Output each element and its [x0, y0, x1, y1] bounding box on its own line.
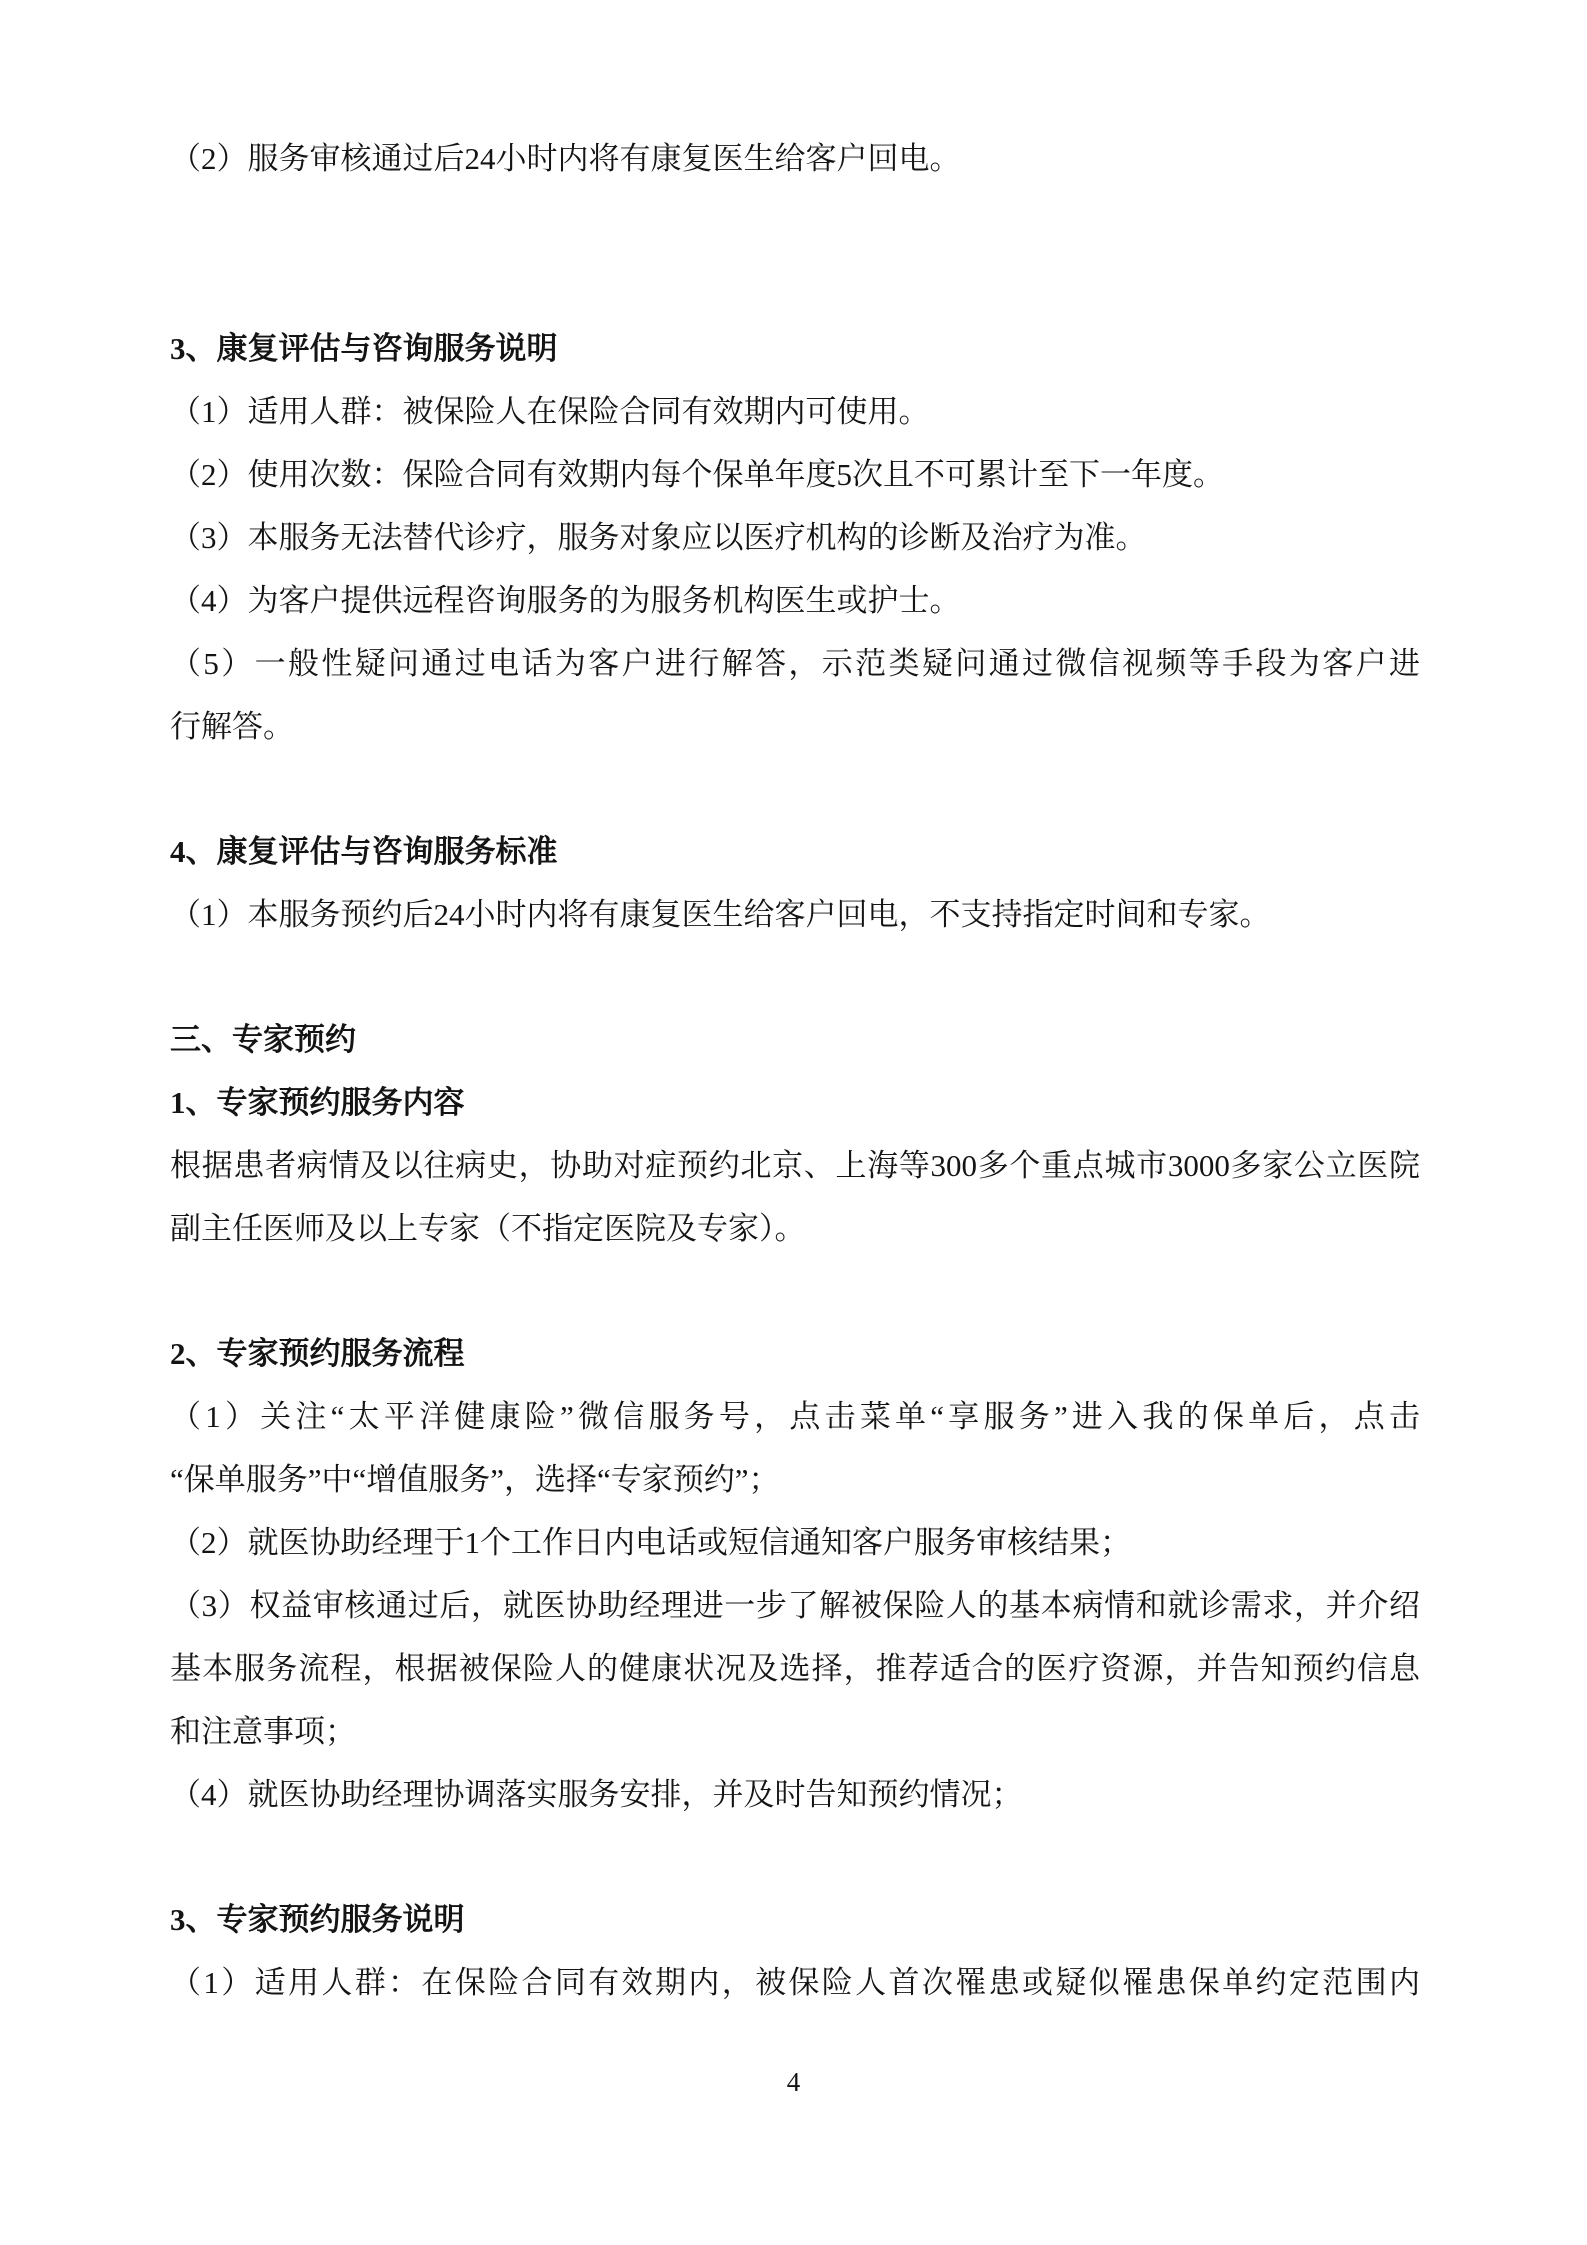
- paragraph-line: （3）权益审核通过后，就医协助经理进一步了解被保险人的基本病情和就诊需求，并介绍: [170, 1588, 1420, 1623]
- section-heading: 3、专家预约服务说明: [170, 1902, 465, 1937]
- paragraph-line: “保单服务”中“增值服务”，选择“专家预约”；: [170, 1462, 780, 1497]
- paragraph-line: 根据患者病情及以往病史，协助对症预约北京、上海等300多个重点城市3000多家公立医院: [170, 1148, 1420, 1183]
- paragraph-line: 副主任医师及以上专家（不指定医院及专家）。: [170, 1211, 806, 1246]
- section-heading: 三、专家预约: [170, 1022, 356, 1057]
- paragraph-line: （5）一般性疑问通过电话为客户进行解答，示范类疑问通过微信视频等手段为客户进: [170, 646, 1420, 681]
- paragraph-line: （1）适用人群：在保险合同有效期内，被保险人首次罹患或疑似罹患保单约定范围内: [170, 1965, 1420, 2000]
- paragraph-line: 和注意事项；: [170, 1714, 356, 1749]
- document-body: [170, 127, 1420, 2014]
- section-heading: 2、专家预约服务流程: [170, 1336, 465, 1371]
- paragraph-line: 行解答。: [170, 709, 294, 744]
- section-heading: 1、专家预约服务内容: [170, 1085, 465, 1120]
- paragraph-line: （4）就医协助经理协调落实服务安排，并及时告知预约情况；: [170, 1777, 1023, 1812]
- paragraph-line: （2）服务审核通过后24小时内将有康复医生给客户回电。: [170, 141, 961, 176]
- section-heading: 4、康复评估与咨询服务标准: [170, 834, 558, 869]
- paragraph-line: （1）本服务预约后24小时内将有康复医生给客户回电，不支持指定时间和专家。: [170, 897, 1271, 932]
- section-heading: 3、康复评估与咨询服务说明: [170, 331, 558, 366]
- paragraph-line: 基本服务流程，根据被保险人的健康状况及选择，推荐适合的医疗资源，并告知预约信息: [170, 1651, 1420, 1686]
- page-number: 4: [786, 2067, 801, 2097]
- paragraph-line: （1）适用人群：被保险人在保险合同有效期内可使用。: [170, 394, 930, 429]
- paragraph-line: （3）本服务无法替代诊疗，服务对象应以医疗机构的诊断及治疗为准。: [170, 520, 1147, 555]
- paragraph-line: （1）关注“太平洋健康险”微信服务号，点击菜单“享服务”进入我的保单后，点击: [170, 1399, 1420, 1434]
- paragraph-line: （2）就医协助经理于1个工作日内电话或短信通知客户服务审核结果；: [170, 1525, 1131, 1560]
- paragraph-line: （4）为客户提供远程咨询服务的为服务机构医生或护士。: [170, 583, 961, 618]
- paragraph-line: （2）使用次数：保险合同有效期内每个保单年度5次且不可累计至下一年度。: [170, 457, 1224, 492]
